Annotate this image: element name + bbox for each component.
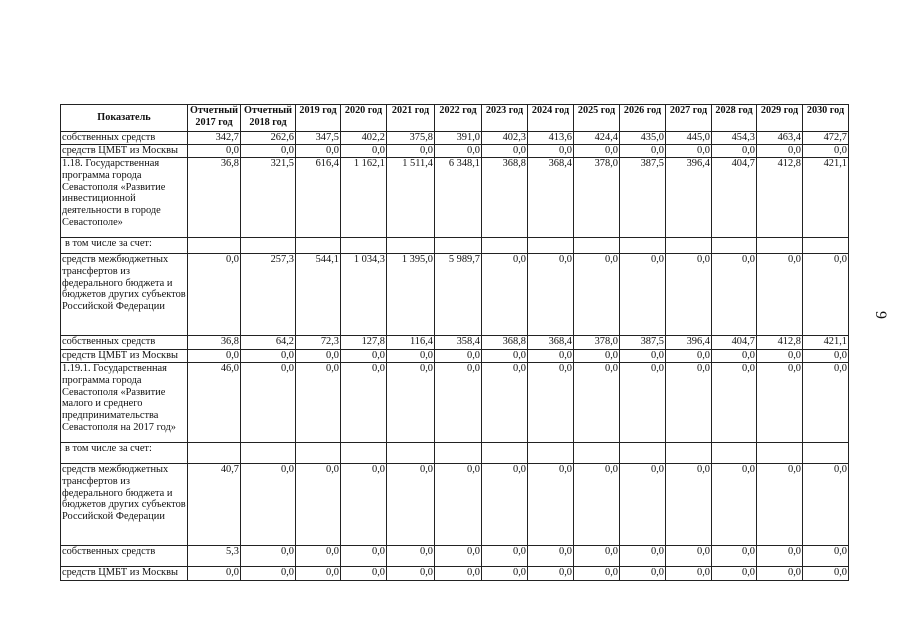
value-cell — [620, 238, 666, 254]
header-cell: 2019 год — [296, 105, 341, 132]
value-cell: 0,0 — [620, 464, 666, 546]
value-cell: 616,4 — [296, 158, 341, 238]
row-label: средств ЦМБТ из Москвы — [61, 145, 188, 158]
header-indicator: Показатель — [61, 105, 188, 132]
value-cell: 0,0 — [296, 145, 341, 158]
value-cell: 0,0 — [620, 145, 666, 158]
page-number: 9 — [872, 311, 889, 319]
value-cell: 0,0 — [803, 567, 849, 581]
value-cell: 127,8 — [341, 336, 387, 350]
value-cell: 64,2 — [241, 336, 296, 350]
value-cell: 0,0 — [803, 363, 849, 443]
table-row — [61, 238, 849, 254]
value-cell: 368,8 — [482, 336, 528, 350]
value-cell: 0,0 — [387, 363, 435, 443]
value-cell: 0,0 — [341, 145, 387, 158]
value-cell: 454,3 — [712, 132, 757, 145]
value-cell: 358,4 — [435, 336, 482, 350]
row-label: в том числе за счет: — [61, 238, 188, 254]
value-cell: 0,0 — [666, 567, 712, 581]
value-cell: 0,0 — [296, 546, 341, 567]
value-cell: 0,0 — [574, 546, 620, 567]
value-cell: 0,0 — [620, 546, 666, 567]
value-cell — [757, 443, 803, 464]
value-cell: 0,0 — [803, 254, 849, 336]
value-cell: 0,0 — [666, 363, 712, 443]
value-cell: 342,7 — [188, 132, 241, 145]
value-cell: 0,0 — [620, 350, 666, 363]
value-cell: 0,0 — [574, 567, 620, 581]
value-cell: 0,0 — [341, 567, 387, 581]
value-cell: 0,0 — [482, 546, 528, 567]
value-cell: 544,1 — [296, 254, 341, 336]
value-cell: 0,0 — [803, 350, 849, 363]
value-cell: 0,0 — [712, 567, 757, 581]
value-cell — [528, 238, 574, 254]
value-cell: 5 989,7 — [435, 254, 482, 336]
table-row — [61, 567, 849, 581]
value-cell: 0,0 — [666, 254, 712, 336]
value-cell: 0,0 — [341, 350, 387, 363]
row-label: средств ЦМБТ из Москвы — [61, 567, 188, 581]
value-cell: 387,5 — [620, 158, 666, 238]
value-cell: 0,0 — [620, 254, 666, 336]
value-cell: 0,0 — [574, 363, 620, 443]
value-cell — [387, 238, 435, 254]
value-cell: 257,3 — [241, 254, 296, 336]
value-cell — [188, 443, 241, 464]
value-cell: 0,0 — [482, 464, 528, 546]
value-cell: 0,0 — [757, 546, 803, 567]
table-row — [61, 350, 849, 363]
value-cell: 0,0 — [387, 350, 435, 363]
value-cell: 0,0 — [241, 363, 296, 443]
value-cell — [666, 443, 712, 464]
value-cell: 72,3 — [296, 336, 341, 350]
value-cell: 368,8 — [482, 158, 528, 238]
row-label: 1.18. Государственная программа города Севастополя «Развитие инвестиционной деятельности в городе Севастополе» — [61, 158, 188, 238]
value-cell: 402,3 — [482, 132, 528, 145]
value-cell: 1 162,1 — [341, 158, 387, 238]
value-cell: 0,0 — [296, 567, 341, 581]
value-cell: 0,0 — [482, 145, 528, 158]
value-cell: 391,0 — [435, 132, 482, 145]
value-cell — [528, 443, 574, 464]
value-cell: 0,0 — [387, 546, 435, 567]
value-cell — [435, 443, 482, 464]
value-cell: 0,0 — [482, 350, 528, 363]
value-cell: 421,1 — [803, 158, 849, 238]
value-cell — [188, 238, 241, 254]
table-row — [61, 464, 849, 546]
value-cell — [341, 238, 387, 254]
value-cell: 0,0 — [435, 464, 482, 546]
budget-table — [60, 104, 849, 581]
value-cell: 0,0 — [757, 350, 803, 363]
value-cell — [666, 238, 712, 254]
value-cell: 0,0 — [387, 567, 435, 581]
value-cell: 40,7 — [188, 464, 241, 546]
value-cell: 0,0 — [528, 546, 574, 567]
row-label: средств ЦМБТ из Москвы — [61, 350, 188, 363]
value-cell: 0,0 — [666, 464, 712, 546]
value-cell: 0,0 — [296, 464, 341, 546]
value-cell: 0,0 — [341, 464, 387, 546]
value-cell — [387, 443, 435, 464]
table-row — [61, 443, 849, 464]
value-cell: 0,0 — [296, 363, 341, 443]
value-cell: 412,8 — [757, 158, 803, 238]
value-cell — [712, 443, 757, 464]
value-cell: 402,2 — [341, 132, 387, 145]
value-cell: 0,0 — [387, 464, 435, 546]
header-cell: Отчетный 2018 год — [241, 105, 296, 132]
table-row — [61, 336, 849, 350]
value-cell: 0,0 — [712, 145, 757, 158]
header-cell: 2028 год — [712, 105, 757, 132]
value-cell: 0,0 — [296, 350, 341, 363]
value-cell: 0,0 — [528, 363, 574, 443]
header-cell: 2022 год — [435, 105, 482, 132]
value-cell: 0,0 — [482, 567, 528, 581]
value-cell — [341, 443, 387, 464]
value-cell: 424,4 — [574, 132, 620, 145]
value-cell: 0,0 — [435, 145, 482, 158]
value-cell — [574, 238, 620, 254]
value-cell — [296, 443, 341, 464]
table-row — [61, 158, 849, 238]
value-cell: 116,4 — [387, 336, 435, 350]
value-cell — [482, 443, 528, 464]
value-cell: 421,1 — [803, 336, 849, 350]
value-cell: 396,4 — [666, 158, 712, 238]
header-cell: Отчетный 2017 год — [188, 105, 241, 132]
value-cell: 46,0 — [188, 363, 241, 443]
value-cell — [296, 238, 341, 254]
row-label: средств межбюджетных трансфертов из федерального бюджета и бюджетов других субъектов Российской Федерации — [61, 254, 188, 336]
value-cell: 5,3 — [188, 546, 241, 567]
value-cell: 0,0 — [574, 464, 620, 546]
value-cell: 0,0 — [620, 567, 666, 581]
header-cell: 2029 год — [757, 105, 803, 132]
value-cell: 0,0 — [528, 254, 574, 336]
value-cell: 375,8 — [387, 132, 435, 145]
value-cell: 0,0 — [757, 464, 803, 546]
value-cell: 0,0 — [712, 546, 757, 567]
value-cell: 0,0 — [620, 363, 666, 443]
value-cell — [482, 238, 528, 254]
value-cell: 0,0 — [666, 145, 712, 158]
value-cell: 0,0 — [387, 145, 435, 158]
value-cell — [712, 238, 757, 254]
value-cell: 472,7 — [803, 132, 849, 145]
table-row — [61, 363, 849, 443]
value-cell — [757, 238, 803, 254]
value-cell: 1 511,4 — [387, 158, 435, 238]
value-cell — [241, 238, 296, 254]
value-cell: 0,0 — [341, 363, 387, 443]
value-cell: 0,0 — [188, 254, 241, 336]
value-cell: 378,0 — [574, 336, 620, 350]
row-label: собственных средств — [61, 546, 188, 567]
value-cell: 1 034,3 — [341, 254, 387, 336]
value-cell: 0,0 — [803, 145, 849, 158]
value-cell: 368,4 — [528, 336, 574, 350]
header-cell: 2024 год — [528, 105, 574, 132]
value-cell: 0,0 — [574, 254, 620, 336]
value-cell: 0,0 — [241, 145, 296, 158]
value-cell: 0,0 — [188, 567, 241, 581]
table-header-row — [61, 105, 849, 132]
value-cell: 0,0 — [574, 350, 620, 363]
value-cell: 0,0 — [712, 350, 757, 363]
value-cell: 0,0 — [528, 567, 574, 581]
value-cell: 413,6 — [528, 132, 574, 145]
row-label: в том числе за счет: — [61, 443, 188, 464]
value-cell: 0,0 — [712, 254, 757, 336]
value-cell: 0,0 — [528, 464, 574, 546]
document-page — [60, 104, 849, 581]
value-cell: 0,0 — [757, 254, 803, 336]
value-cell: 0,0 — [574, 145, 620, 158]
value-cell: 0,0 — [528, 350, 574, 363]
value-cell: 0,0 — [757, 145, 803, 158]
value-cell: 0,0 — [482, 254, 528, 336]
value-cell: 387,5 — [620, 336, 666, 350]
value-cell: 0,0 — [241, 567, 296, 581]
header-cell: 2026 год — [620, 105, 666, 132]
value-cell: 36,8 — [188, 336, 241, 350]
row-label: собственных средств — [61, 336, 188, 350]
value-cell: 0,0 — [188, 145, 241, 158]
value-cell — [620, 443, 666, 464]
value-cell: 0,0 — [757, 363, 803, 443]
value-cell: 404,7 — [712, 336, 757, 350]
value-cell — [803, 238, 849, 254]
value-cell: 0,0 — [188, 350, 241, 363]
value-cell: 404,7 — [712, 158, 757, 238]
header-cell: 2025 год — [574, 105, 620, 132]
value-cell: 1 395,0 — [387, 254, 435, 336]
header-cell: 2020 год — [341, 105, 387, 132]
value-cell: 0,0 — [435, 363, 482, 443]
header-cell: 2023 год — [482, 105, 528, 132]
value-cell: 463,4 — [757, 132, 803, 145]
value-cell: 368,4 — [528, 158, 574, 238]
value-cell — [803, 443, 849, 464]
value-cell: 0,0 — [241, 464, 296, 546]
row-label: 1.19.1. Государственная программа города Севастополя «Развитие малого и среднего предпринимательства Севастополя на 2017 год» — [61, 363, 188, 443]
table-row — [61, 546, 849, 567]
value-cell: 0,0 — [712, 363, 757, 443]
value-cell: 0,0 — [435, 350, 482, 363]
table-row — [61, 254, 849, 336]
value-cell: 0,0 — [435, 567, 482, 581]
value-cell: 0,0 — [757, 567, 803, 581]
value-cell: 445,0 — [666, 132, 712, 145]
value-cell: 0,0 — [712, 464, 757, 546]
row-label: средств межбюджетных трансфертов из федерального бюджета и бюджетов других субъектов Российской Федерации — [61, 464, 188, 546]
value-cell — [241, 443, 296, 464]
value-cell — [574, 443, 620, 464]
value-cell: 0,0 — [803, 546, 849, 567]
table-row — [61, 145, 849, 158]
value-cell: 0,0 — [341, 546, 387, 567]
row-label: собственных средств — [61, 132, 188, 145]
table-row — [61, 132, 849, 145]
value-cell: 36,8 — [188, 158, 241, 238]
header-cell: 2030 год — [803, 105, 849, 132]
header-cell: 2021 год — [387, 105, 435, 132]
value-cell: 435,0 — [620, 132, 666, 145]
value-cell: 0,0 — [241, 546, 296, 567]
value-cell: 0,0 — [435, 546, 482, 567]
value-cell: 321,5 — [241, 158, 296, 238]
value-cell: 347,5 — [296, 132, 341, 145]
value-cell: 0,0 — [528, 145, 574, 158]
value-cell: 0,0 — [666, 350, 712, 363]
value-cell: 378,0 — [574, 158, 620, 238]
value-cell: 0,0 — [803, 464, 849, 546]
value-cell: 6 348,1 — [435, 158, 482, 238]
value-cell: 412,8 — [757, 336, 803, 350]
value-cell: 262,6 — [241, 132, 296, 145]
value-cell: 0,0 — [241, 350, 296, 363]
value-cell: 0,0 — [666, 546, 712, 567]
value-cell: 396,4 — [666, 336, 712, 350]
value-cell — [435, 238, 482, 254]
header-cell: 2027 год — [666, 105, 712, 132]
value-cell: 0,0 — [482, 363, 528, 443]
